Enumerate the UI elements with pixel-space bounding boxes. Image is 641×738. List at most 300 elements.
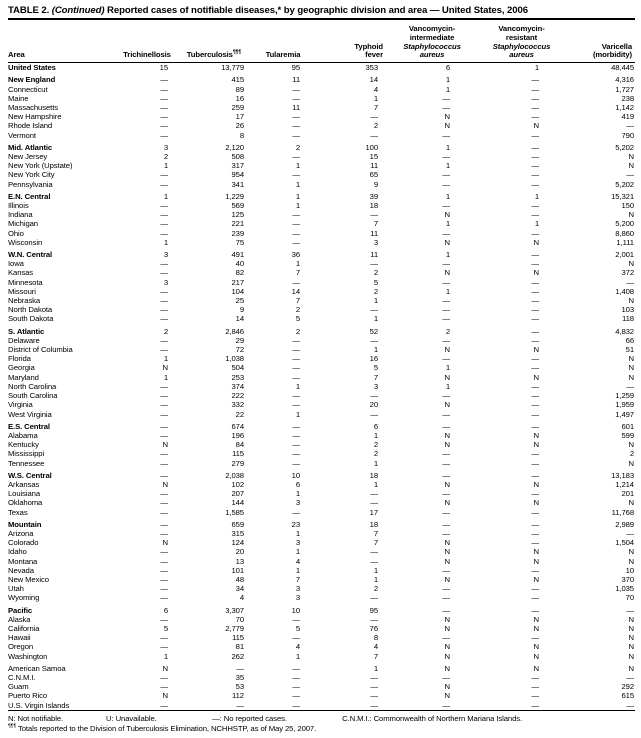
col-header-typhoid-fever: Typhoid fever <box>314 19 386 63</box>
table-row <box>8 268 635 277</box>
value-cell: 1 <box>534 219 539 229</box>
value-cell: 1 <box>373 574 378 584</box>
value-cell: — <box>531 565 539 575</box>
area-cell: Virginia <box>8 400 33 410</box>
value-cell: 17 <box>369 507 378 517</box>
value-cell: N <box>628 161 634 171</box>
value-cell: — <box>160 121 168 131</box>
table-row <box>8 468 635 480</box>
value-cell: N <box>444 574 450 584</box>
value-cell: — <box>531 458 539 468</box>
col-header-area: Area <box>8 19 118 63</box>
value-cell: 279 <box>231 458 244 468</box>
value-cell: 5,202 <box>615 179 634 189</box>
area-cell: Kansas <box>8 268 34 278</box>
value-cell: 1,142 <box>615 103 634 112</box>
value-cell: N <box>533 430 539 440</box>
table-row <box>8 557 635 566</box>
value-cell: 1 <box>445 363 450 373</box>
value-cell: 13,183 <box>611 470 634 480</box>
value-cell: — <box>160 700 168 710</box>
value-cell: — <box>160 507 168 517</box>
value-cell: N <box>444 623 450 633</box>
value-cell: N <box>628 614 634 624</box>
value-cell: 415 <box>231 75 244 85</box>
table-body <box>8 63 635 711</box>
table-row <box>8 229 635 238</box>
value-cell: 2,120 <box>225 142 244 152</box>
value-cell: 7 <box>295 296 300 306</box>
value-cell: 1 <box>295 651 300 661</box>
area-cell: North Dakota <box>8 305 53 315</box>
value-cell: 1 <box>373 479 378 489</box>
value-cell: — <box>531 142 539 152</box>
value-cell: N <box>162 663 168 673</box>
value-cell: — <box>236 700 244 710</box>
value-cell: — <box>531 112 539 122</box>
area-cell: American Samoa <box>8 663 66 673</box>
area-cell: Arizona <box>8 528 34 538</box>
value-cell: 491 <box>231 250 244 260</box>
value-cell: N <box>444 210 450 220</box>
value-cell: 1,408 <box>615 286 634 296</box>
table-row <box>8 391 635 400</box>
value-cell: 508 <box>231 152 244 162</box>
value-cell: 81 <box>235 642 244 652</box>
value-cell: — <box>160 633 168 643</box>
value-cell: N <box>444 651 450 661</box>
value-cell: 374 <box>231 381 244 391</box>
value-cell: 2 <box>373 584 378 594</box>
area-cell: New Jersey <box>8 152 48 162</box>
value-cell: 66 <box>625 335 634 345</box>
area-cell: Maine <box>8 93 29 103</box>
value-cell: N <box>628 642 634 652</box>
value-cell: — <box>531 152 539 162</box>
value-cell: — <box>531 682 539 692</box>
value-cell: 599 <box>621 430 634 440</box>
value-cell: 1 <box>163 354 168 364</box>
area-cell: New England <box>8 75 56 85</box>
footnote-tuberculosis-text: Totals reported to the Division of Tuberculosis Elimination, NCHHSTP, as of May 25, 2007. <box>17 723 317 733</box>
value-cell: 5 <box>163 623 168 633</box>
area-cell: Wisconsin <box>8 237 43 247</box>
value-cell: N <box>533 663 539 673</box>
value-cell: — <box>370 614 378 624</box>
value-cell: 292 <box>621 682 634 692</box>
value-cell: N <box>444 642 450 652</box>
value-cell: 1 <box>445 219 450 229</box>
value-cell: — <box>160 574 168 584</box>
value-cell: 51 <box>625 345 634 355</box>
value-cell: 3 <box>295 584 300 594</box>
value-cell: 315 <box>231 528 244 538</box>
table-row <box>8 547 635 556</box>
value-cell: — <box>626 528 634 538</box>
value-cell: — <box>370 556 378 566</box>
value-cell: 2 <box>295 305 300 315</box>
value-cell: N <box>628 623 634 633</box>
value-cell: — <box>531 363 539 373</box>
value-cell: N <box>533 642 539 652</box>
value-cell: — <box>531 259 539 269</box>
value-cell: 10 <box>291 605 300 615</box>
value-cell: 504 <box>231 363 244 373</box>
value-cell: 101 <box>231 565 244 575</box>
value-cell: 9 <box>239 305 244 315</box>
value-cell: 5 <box>295 314 300 324</box>
value-cell: N <box>533 237 539 247</box>
area-cell: Colorado <box>8 538 39 548</box>
area-cell: Utah <box>8 584 24 594</box>
value-cell: 11 <box>370 250 378 260</box>
value-cell: — <box>160 112 168 122</box>
value-cell: — <box>531 354 539 364</box>
area-cell: Montana <box>8 556 38 566</box>
value-cell: N <box>444 682 450 692</box>
value-cell: — <box>160 201 168 211</box>
value-cell: — <box>160 593 168 603</box>
table-row <box>8 189 635 201</box>
value-cell: 16 <box>235 93 244 103</box>
value-cell: — <box>370 130 378 140</box>
value-cell: 954 <box>231 170 244 180</box>
area-cell: W.N. Central <box>8 250 53 260</box>
table-row <box>8 131 635 140</box>
value-cell: 1,727 <box>615 84 634 94</box>
value-cell: — <box>160 84 168 94</box>
notifiable-diseases-table <box>8 18 635 711</box>
area-cell: Rhode Island <box>8 121 53 131</box>
value-cell: 1,497 <box>615 409 634 419</box>
value-cell: 104 <box>231 286 244 296</box>
value-cell: 95 <box>291 63 300 73</box>
value-cell: 1 <box>295 547 300 557</box>
value-cell: N <box>533 268 539 278</box>
value-cell: — <box>160 642 168 652</box>
value-cell: — <box>160 682 168 692</box>
area-cell: Pennsylvania <box>8 179 53 189</box>
table-row <box>8 363 635 372</box>
value-cell: 5 <box>373 277 378 287</box>
value-cell: 659 <box>231 519 244 529</box>
value-cell: 601 <box>621 421 634 431</box>
value-cell: — <box>442 228 450 238</box>
col-header-varicella: Varicella (morbidity) <box>565 19 635 63</box>
area-cell: W.S. Central <box>8 470 52 480</box>
area-cell: Ohio <box>8 228 24 238</box>
value-cell: 1 <box>534 191 539 201</box>
value-cell: 124 <box>231 538 244 548</box>
value-cell: — <box>292 112 300 122</box>
value-cell: 1 <box>163 651 168 661</box>
table-header-row <box>8 19 635 63</box>
value-cell: 1,038 <box>225 354 244 364</box>
value-cell: N <box>533 498 539 508</box>
value-cell: — <box>292 345 300 355</box>
value-cell: 2 <box>373 440 378 450</box>
value-cell: — <box>292 130 300 140</box>
legend-unavailable: U: Unavailable. <box>106 713 157 723</box>
table-title-label: TABLE 2. <box>8 5 50 16</box>
value-cell: — <box>236 663 244 673</box>
value-cell: N <box>444 121 450 131</box>
value-cell: — <box>531 633 539 643</box>
value-cell: 6 <box>445 63 450 73</box>
value-cell: — <box>160 219 168 229</box>
value-cell: — <box>442 391 450 401</box>
value-cell: 11,768 <box>611 507 634 517</box>
value-cell: 1 <box>445 250 450 260</box>
value-cell: N <box>162 440 168 450</box>
value-cell: — <box>160 584 168 594</box>
value-cell: 3 <box>295 538 300 548</box>
value-cell: 262 <box>231 651 244 661</box>
value-cell: 26 <box>235 121 244 131</box>
area-cell: Tennessee <box>8 458 45 468</box>
value-cell: — <box>442 103 450 112</box>
value-cell: N <box>628 259 634 269</box>
value-cell: — <box>292 237 300 247</box>
value-cell: 1 <box>163 237 168 247</box>
table-row <box>8 633 635 642</box>
value-cell: 72 <box>235 345 244 355</box>
value-cell: 1 <box>373 314 378 324</box>
value-cell: 1 <box>163 372 168 382</box>
table-row <box>8 566 635 575</box>
table-row <box>8 373 635 382</box>
value-cell: N <box>628 547 634 557</box>
value-cell: — <box>292 372 300 382</box>
value-cell: 1 <box>295 489 300 499</box>
value-cell: 36 <box>291 250 300 260</box>
value-cell: N <box>162 691 168 701</box>
value-cell: 372 <box>621 268 634 278</box>
value-cell: 11 <box>292 75 300 85</box>
value-cell: 82 <box>235 268 244 278</box>
value-cell: 3 <box>295 498 300 508</box>
value-cell: 20 <box>369 400 378 410</box>
value-cell: 10 <box>625 565 634 575</box>
area-cell: Arkansas <box>8 479 40 489</box>
value-cell: 1 <box>373 296 378 306</box>
value-cell: — <box>442 409 450 419</box>
value-cell: 1 <box>295 528 300 538</box>
value-cell: 48,445 <box>611 63 634 73</box>
col-header-tularemia: Tularemia <box>252 19 314 63</box>
value-cell: — <box>531 489 539 499</box>
value-cell: — <box>531 421 539 431</box>
area-cell: Mid. Atlantic <box>8 142 53 152</box>
value-cell: — <box>626 381 634 391</box>
value-cell: 2 <box>373 449 378 459</box>
value-cell: — <box>370 593 378 603</box>
value-cell: — <box>531 130 539 140</box>
area-cell: Illinois <box>8 201 29 211</box>
value-cell: 8,860 <box>615 228 634 238</box>
value-cell: — <box>442 605 450 615</box>
value-cell: — <box>370 335 378 345</box>
value-cell: 29 <box>235 335 244 345</box>
value-cell: — <box>442 305 450 315</box>
value-cell: — <box>160 314 168 324</box>
value-cell: — <box>442 296 450 306</box>
table-row <box>8 324 635 336</box>
table-row <box>8 642 635 651</box>
value-cell: — <box>160 528 168 538</box>
table-row <box>8 575 635 584</box>
area-cell: Michigan <box>8 219 38 229</box>
table-row <box>8 701 635 711</box>
value-cell: — <box>292 219 300 229</box>
value-cell: — <box>160 400 168 410</box>
table-row <box>8 682 635 691</box>
value-cell: N <box>533 614 539 624</box>
value-cell: N <box>444 440 450 450</box>
value-cell: 1 <box>163 161 168 171</box>
area-cell: New Hampshire <box>8 112 62 122</box>
value-cell: 1 <box>445 381 450 391</box>
table-row <box>8 673 635 682</box>
value-cell: N <box>628 498 634 508</box>
value-cell: N <box>533 121 539 131</box>
table-row <box>8 85 635 94</box>
area-cell: Alabama <box>8 430 38 440</box>
value-cell: — <box>292 507 300 517</box>
value-cell: — <box>531 700 539 710</box>
table-row <box>8 440 635 449</box>
value-cell: 18 <box>369 519 378 529</box>
value-cell: — <box>531 335 539 345</box>
value-cell: 2 <box>373 286 378 296</box>
value-cell: 102 <box>231 479 244 489</box>
value-cell: 100 <box>365 142 378 152</box>
table-row <box>8 400 635 409</box>
value-cell: 7 <box>295 574 300 584</box>
value-cell: N <box>444 237 450 247</box>
table-row <box>8 691 635 700</box>
value-cell: N <box>444 538 450 548</box>
area-cell: Maryland <box>8 372 39 382</box>
value-cell: — <box>531 75 539 85</box>
value-cell: — <box>442 201 450 211</box>
table-row <box>8 161 635 170</box>
value-cell: N <box>628 296 634 306</box>
value-cell: — <box>292 440 300 450</box>
value-cell: 144 <box>231 498 244 508</box>
value-cell: 95 <box>369 605 378 615</box>
table-row <box>8 419 635 431</box>
value-cell: 1,504 <box>615 538 634 548</box>
value-cell: 7 <box>373 103 378 112</box>
value-cell: — <box>442 314 450 324</box>
value-cell: 7 <box>295 268 300 278</box>
value-cell: — <box>531 84 539 94</box>
value-cell: 2 <box>629 449 634 459</box>
value-cell: 1 <box>295 259 300 269</box>
area-cell: Mississippi <box>8 449 45 459</box>
value-cell: — <box>531 538 539 548</box>
value-cell: 1 <box>295 565 300 575</box>
value-cell: N <box>628 363 634 373</box>
value-cell: 2,989 <box>615 519 634 529</box>
value-cell: 34 <box>235 584 244 594</box>
table-row <box>8 584 635 593</box>
col-header-trichinellosis: Trichinellosis <box>118 19 176 63</box>
value-cell: 14 <box>369 75 378 85</box>
value-cell: 221 <box>231 219 244 229</box>
value-cell: N <box>533 372 539 382</box>
value-cell: — <box>292 663 300 673</box>
value-cell: — <box>160 547 168 557</box>
value-cell: 3 <box>163 250 168 260</box>
value-cell: 70 <box>235 614 244 624</box>
value-cell: 3 <box>373 381 378 391</box>
col-header-vancomycin-resistant: Vancomycin- resistant Staphylococcus aureus <box>478 19 565 63</box>
value-cell: 317 <box>231 161 244 171</box>
area-cell: E.N. Central <box>8 191 51 201</box>
table-row <box>8 538 635 547</box>
value-cell: — <box>442 259 450 269</box>
area-cell: C.N.M.I. <box>8 672 36 682</box>
value-cell: — <box>292 170 300 180</box>
area-cell: United States <box>8 63 56 73</box>
area-cell: New Mexico <box>8 574 49 584</box>
value-cell: 2 <box>295 142 300 152</box>
value-cell: — <box>292 700 300 710</box>
value-cell: 1 <box>163 191 168 201</box>
value-cell: — <box>160 179 168 189</box>
footnote-tuberculosis <box>8 724 635 734</box>
value-cell: 196 <box>231 430 244 440</box>
value-cell: 3 <box>163 277 168 287</box>
value-cell: 2,779 <box>225 623 244 633</box>
tuberculosis-footnote-marker: ¶¶¶ <box>232 49 242 56</box>
value-cell: 115 <box>232 449 244 459</box>
value-cell: — <box>442 593 450 603</box>
value-cell: — <box>292 84 300 94</box>
value-cell: 23 <box>291 519 300 529</box>
area-cell: E.S. Central <box>8 421 50 431</box>
value-cell: — <box>442 519 450 529</box>
value-cell: — <box>292 400 300 410</box>
footnotes <box>8 711 635 734</box>
value-cell: — <box>442 565 450 575</box>
value-cell: N <box>628 633 634 643</box>
value-cell: N <box>533 479 539 489</box>
table-row <box>8 103 635 112</box>
legend-no-reported-cases: —: No reported cases. <box>212 713 287 723</box>
value-cell: 22 <box>235 409 244 419</box>
value-cell: — <box>370 489 378 499</box>
value-cell: 15 <box>159 63 168 73</box>
value-cell: N <box>444 345 450 355</box>
value-cell: — <box>292 458 300 468</box>
value-cell: N <box>628 440 634 450</box>
table-row <box>8 170 635 179</box>
value-cell: — <box>531 277 539 287</box>
value-cell: — <box>531 161 539 171</box>
value-cell: — <box>160 421 168 431</box>
area-cell: Alaska <box>8 614 31 624</box>
table-row <box>8 517 635 529</box>
value-cell: 1 <box>373 345 378 355</box>
value-cell: — <box>531 103 539 112</box>
value-cell: N <box>533 651 539 661</box>
area-cell: Texas <box>8 507 28 517</box>
value-cell: 76 <box>369 623 378 633</box>
value-cell: 17 <box>235 112 244 122</box>
